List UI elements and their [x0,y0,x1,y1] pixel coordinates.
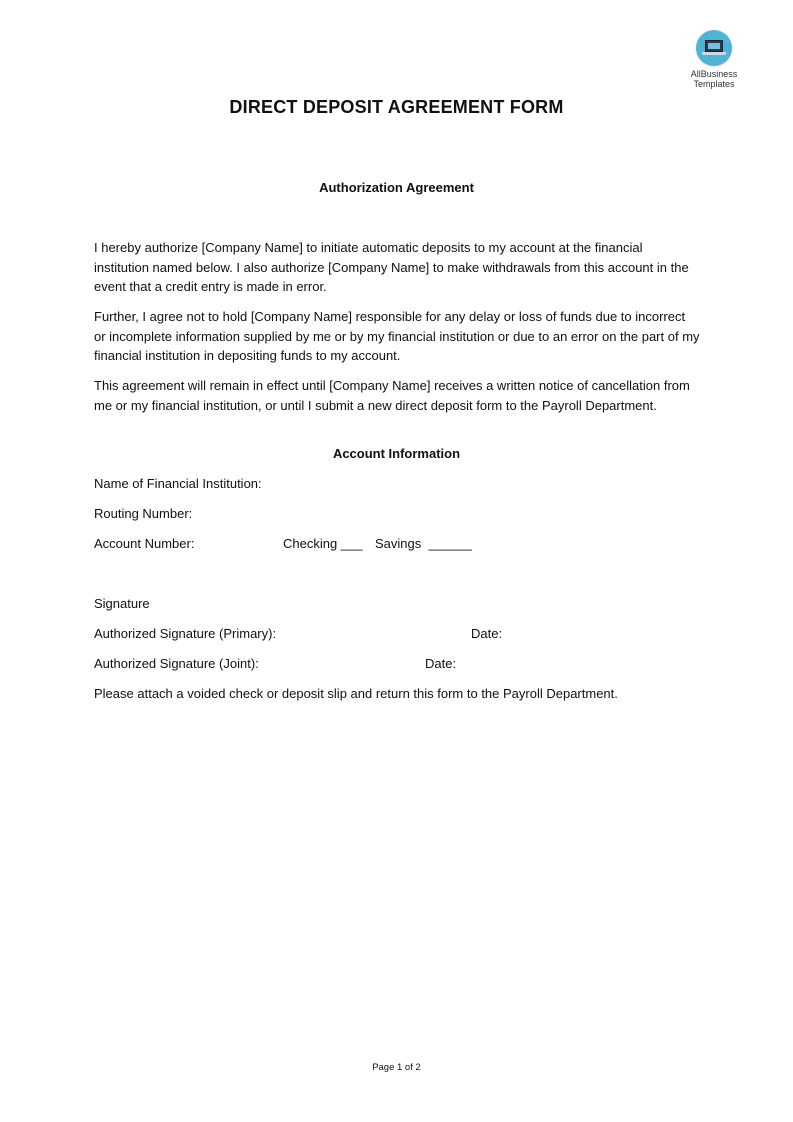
brand-line-1: AllBusiness [690,69,738,79]
primary-signature-label: Authorized Signature (Primary): [94,626,277,641]
return-instruction: Please attach a voided check or deposit slip and return this form to the Payroll Department. [94,686,618,701]
primary-date-label: Date: [471,626,503,641]
page-number: Page 1 of 2 [372,1062,421,1073]
authorization-heading: Authorization Agreement [319,180,474,195]
checking-option: Checking ___ [283,536,363,551]
financial-institution-label: Name of Financial Institution: [94,476,262,491]
brand-logo [682,30,746,89]
signature-heading: Signature [94,596,150,611]
account-number-label: Account Number: [94,536,195,551]
account-information-heading: Account Information [332,446,461,461]
savings-option: Savings ______ [375,536,472,551]
authorization-paragraph-1: I hereby authorize [Company Name] to initiate automatic deposits to my account at the financial institution named below. I also authorize [Company Name] to make withdrawals from this account in the event that a credit entry is made in error. [94,240,689,294]
page-title: DIRECT DEPOSIT AGREEMENT FORM [229,97,564,117]
joint-date-label: Date: [425,656,457,671]
joint-signature-label: Authorized Signature (Joint): [94,656,259,671]
brand-name [682,69,746,89]
brand-line-2: Templates [693,79,735,89]
authorization-paragraph-3: This agreement will remain in effect until [Company Name] receives a written notice of cancellation from me or my financial institution, or until I submit a new direct deposit form to the Payroll Department. [94,378,690,413]
laptop-icon [696,30,732,66]
authorization-paragraph-2: Further, I agree not to hold [Company Name] responsible for any delay or loss of funds due to incorrect or incomplete information supplied by me or by my financial institution or due to an error on the part of my financial institution in depositing funds to my account. [94,309,700,363]
routing-number-label: Routing Number: [94,506,193,521]
